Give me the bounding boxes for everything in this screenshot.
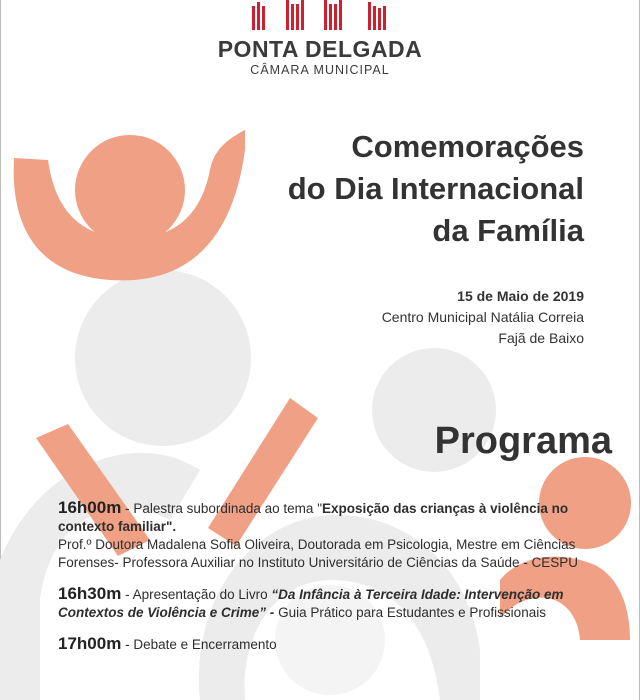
programa-heading: Programa	[434, 420, 612, 462]
program-description: - Palestra subordinada ao tema "	[121, 501, 322, 516]
book-subtitle: Guia Prático para Estudantes e Profissionais	[274, 605, 546, 620]
talk-topic: Exposição das crianças à violência no contexto familiar	[58, 501, 569, 534]
grey-head-circle	[75, 270, 251, 446]
event-venue: Centro Municipal Natália Correia	[381, 309, 584, 325]
towers-icon	[250, 0, 390, 30]
program-time: 16h30m	[58, 584, 122, 603]
event-place: Fajã de Baixo	[498, 330, 584, 346]
event-date: 15 de Maio de 2019	[457, 288, 584, 304]
program-description: - Debate e Encerramento	[121, 637, 277, 652]
program-time: 17h00m	[58, 634, 122, 653]
book-title: “Da Infância à Terceira Idade: Intervenção em Contextos de Violência e Crime” -	[58, 587, 564, 620]
title-line-3: da Família	[432, 213, 584, 248]
title-line-1: Comemorações	[351, 129, 584, 164]
municipal-logo	[200, 0, 440, 78]
talk-topic-end: ".	[166, 519, 177, 534]
speaker-info: Prof.º Doutora Madalena Sofia Oliveira, Doutorada em Psicologia, Mestre em Ciências Forenses- Professora Auxiliar no Instituto Universitário de Ciências da Saúde - CESPU	[58, 537, 578, 570]
program-item	[58, 585, 588, 622]
title-line-2: do Dia Internacional	[287, 171, 584, 206]
event-info	[382, 286, 584, 349]
logo-name: PONTA DELGADA	[217, 36, 423, 62]
program-description: - Apresentação do Livro	[121, 587, 272, 602]
logo-subtitle: CÂMARA MUNICIPAL	[250, 63, 390, 77]
program-item	[58, 635, 588, 654]
event-title	[288, 126, 584, 252]
program-item	[58, 499, 588, 572]
program-list	[58, 499, 588, 667]
program-time: 16h00m	[58, 498, 122, 517]
orange-head-large	[75, 135, 185, 245]
